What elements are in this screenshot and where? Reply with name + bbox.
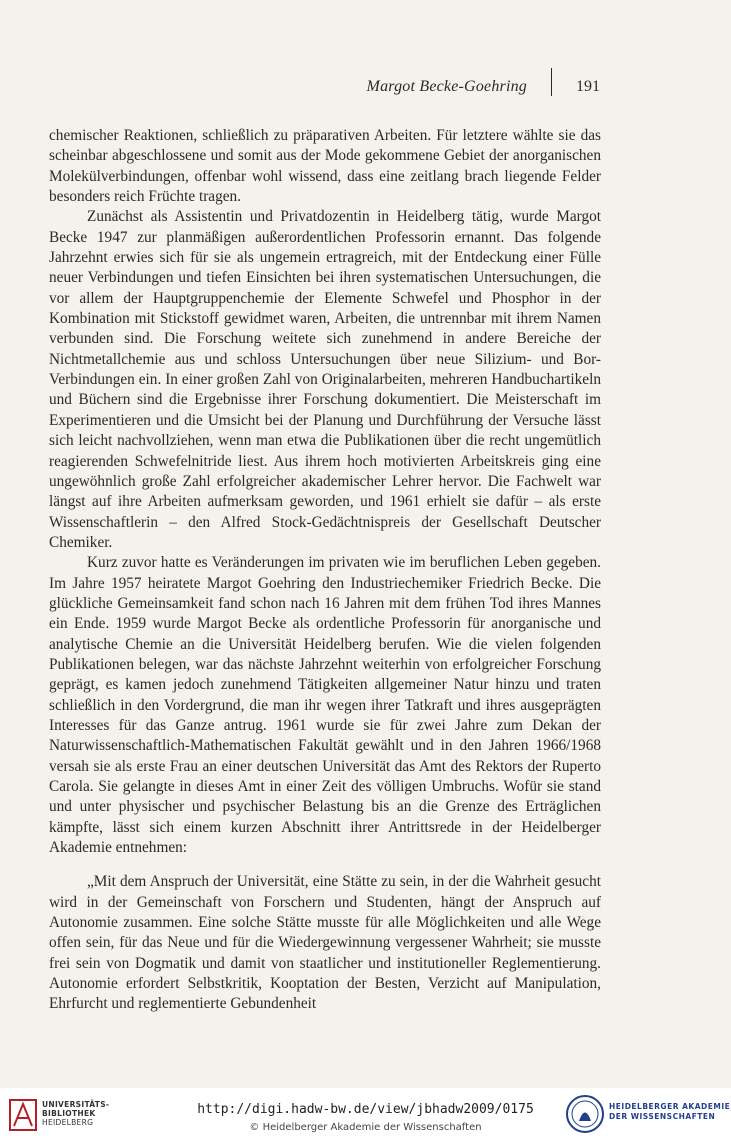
body-text — [49, 126, 601, 1015]
university-library-name: UNIVERSITÄTS- BIBLIOTHEK HEIDELBERG — [42, 1100, 110, 1127]
paragraph-3: Kurz zuvor hatte es Veränderungen im privaten wie im beruflichen Leben gegeben. Im Jahre 1957 heiratete Margot Goehring den Industriechemiker Friedrich Becke. Die glückliche Gemeinsamkeit fand schon nach 16 Jahren mit dem frühen Tod ihres Mannes ein Ende. 1959 wurde Margot Becke als ordentliche Professorin für anorganische und analytische Chemie an die Universität Heidelberg berufen. Wie die vielen folgenden Publikationen belegen, war das nächste Jahrzehnt weiterhin von erfolgreicher Forschung geprägt, es kamen jedoch zunehmend Tätigkeiten allgemeiner Natur hinzu und traten schließlich in den Vordergrund, die man ihr wegen ihrer Tatkraft und ihres ausgeprägten Interesses für das Ganze antrug. 1961 wurde sie für zwei Jahre zum Dekan der Naturwissenschaftlich-Mathematischen Fakultät gewählt und in den Jahren 1966/1968 versah sie als erste Frau an einer deutschen Universität das Amt des Rektors der Ruperto Carola. Sie gelangte in dieses Amt in einer Zeit des völligen Umbruchs. Wofür sie stand und unter physischer und psychischer Belastung bis an die Grenze des Erträglichen kämpfte, lässt sich einem kurzen Abschnitt ihrer Antrittsrede in der Heidelberger Akademie entnehmen: — [49, 554, 601, 857]
document-url-link[interactable]: http://digi.hadw-bw.de/view/jbhadw2009/0175 — [197, 1102, 534, 1117]
running-header — [0, 76, 731, 102]
academy-seal-icon[interactable] — [565, 1094, 605, 1134]
header-divider — [551, 68, 552, 96]
academy-name: HEIDELBERGER AKADEMIE DER WISSENSCHAFTEN — [609, 1102, 731, 1121]
paragraph-2: Zunächst als Assistentin und Privatdozentin in Heidelberg tätig, wurde Margot Becke 1947 zur planmäßigen außerordentlichen Professorin ernannt. Das folgende Jahrzehnt erwies sich für sie als ungemein ertragreich, mit der Entdeckung einer Fülle neuer Verbindungen und tiefen Einsichten bei ihren systematischen Untersuchungen, die vor allem der Hauptgruppenchemie der Elemente Schwefel und Phosphor in der Kombination mit Stickstoff gewidmet waren, Arbeiten, die untrennbar mit ihrem Namen verbunden sind. Die Forschung weitete sich zunehmend in andere Bereiche der Nichtmetallchemie aus und schloss Untersuchungen über neue Silizium- und Bor-Verbindungen ein. In einer großen Zahl von Originalarbeiten, mehreren Handbuchartikeln und Büchern sind die Ergebnisse ihrer Forschung dokumentiert. Die Meisterschaft im Experimentieren und die Umsicht bei der Planung und Durchführung der Versuche lässt sich leicht nachvollziehen, wenn man etwa die Publikationen über die recht ungemütlich reagierenden Schwefelnitride liest. Aus ihrem hoch motivierten Arbeitskreis ging eine ungewöhnlich große Zahl erfolgreicher akademischer Lehrer hervor. Die Fachwelt war längst auf ihre Arbeiten aufmerksam geworden, und 1961 erhielt sie dafür – als erste Wissenschaftlerin – den Alfred Stock-Gedächtnispreis der Gesellschaft Deutscher Chemiker. — [49, 208, 601, 551]
viewer-footer — [0, 1088, 731, 1142]
page-number: 191 — [576, 78, 600, 95]
quotation-paragraph: „Mit dem Anspruch der Universität, eine Stätte zu sein, in der die Wahrheit gesucht wird in der Gemeinschaft von Forschern und Studenten, hängt der Anspruch auf Autonomie zusammen. Eine solche Stätte musste für alle Möglichkeiten und alle Wege offen sein, für das Neue und für die Wiedergewinnung vergessener Wahrheit; sie musste frei sein von Dogmatik und damit von staatlicher und institutioneller Reglementierung. Autonomie erfordert Selbstkritik, Kooptation der Besten, Verzicht auf Manipulation, Ehrfurcht und reglementierte Gebundenheit — [49, 873, 601, 1013]
copyright-notice: © Heidelberger Akademie der Wissenschaften — [249, 1122, 482, 1133]
running-head-author: Margot Becke-Goehring — [366, 78, 527, 95]
paragraph-1: chemischer Reaktionen, schließlich zu präparativen Arbeiten. Für letztere wählte sie das scheinbar abgeschlossene und somit aus der Mode gekommene Gebiet der anorganischen Molekülverbindungen, offenbar wohl wissend, dass eine zeitlang brach liegende Felder besonders reich Früchte tragen. — [49, 127, 601, 206]
